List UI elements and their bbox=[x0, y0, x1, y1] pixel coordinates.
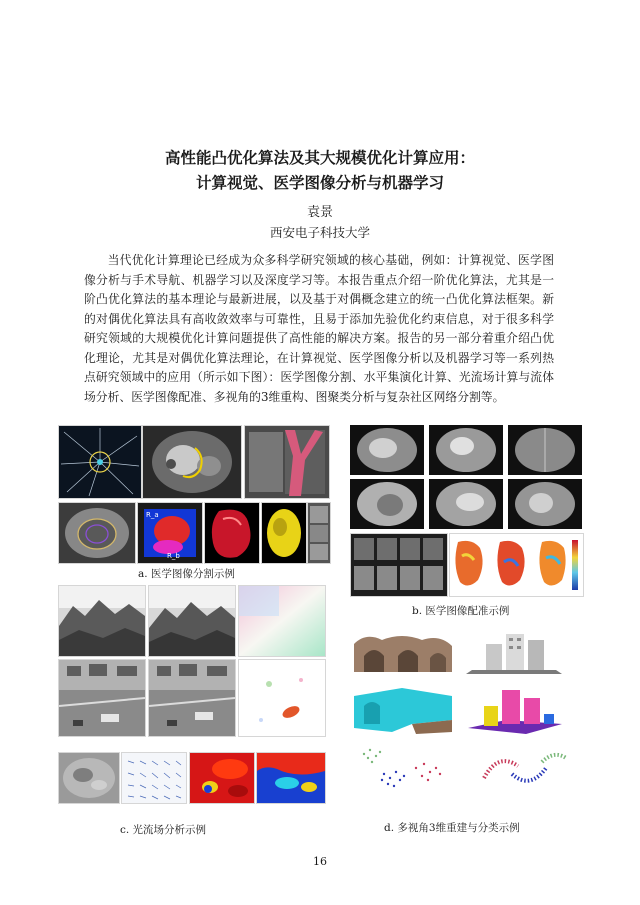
figure-c-image-surface bbox=[58, 752, 120, 804]
figure-c-image-heatmap-red bbox=[189, 752, 255, 804]
roi-label-rb: R_b bbox=[167, 552, 180, 560]
figure-d-image-clusters-unlabeled bbox=[354, 744, 458, 794]
figure-c-image-traffic-flow bbox=[238, 659, 326, 737]
figure-a-image-mri-slice bbox=[142, 425, 242, 499]
figure-c-image-flow-field-color bbox=[238, 585, 326, 657]
figure-d-image-buildings-segmented bbox=[466, 684, 564, 736]
figure-c-image-traffic-frame1 bbox=[58, 659, 146, 737]
figure-c-caption: c. 光流场分析示例 bbox=[120, 824, 207, 836]
figure-a-image-lung-contour bbox=[58, 502, 136, 564]
figure-a-image-region-partition bbox=[137, 502, 203, 564]
author-affiliation: 西安电子科技大学 bbox=[269, 225, 370, 240]
figure-d-image-arch-segmented bbox=[352, 684, 454, 736]
figure-c-image-heatmap-blue bbox=[256, 752, 326, 804]
figure-b-caption: b. 医学图像配准示例 bbox=[412, 605, 510, 617]
figure-d-image-arch-reconstruction bbox=[352, 630, 454, 674]
figure-a-caption: a. 医学图像分割示例 bbox=[138, 568, 235, 580]
figure-c-image-terrain-frame2 bbox=[148, 585, 236, 657]
figure-c-image-terrain-frame1 bbox=[58, 585, 146, 657]
paper-title-line1: 高性能凸优化算法及其大规模优化计算应用： bbox=[164, 149, 475, 167]
figure-b-image-grid-3x2 bbox=[350, 425, 582, 529]
figure-d-image-clusters-moons bbox=[478, 744, 570, 794]
figure-d-image-buildings bbox=[466, 630, 564, 674]
abstract-paragraph: 当代优化计算理论已经成为众多科学研究领域的核心基础，例如：计算视觉、医学图像分析与手术导航、机器学习以及深度学习等。本报告重点介绍一阶优化算法，尤其是一阶凸优化算法的基本理论与最新进展，以及基于对偶概念建立的统一凸优化算法框架。新的对偶优化算法具有高收敛效率与可靠性，且易于添加先验优化约束信息，对于很多科学研究领域的大规模优化计算问题提供了高性能的解决方案。报告的另一部分着重介绍凸优化理论，尤其是对偶优化算法理论，在计算视觉、医学图像分析以及机器学习等一系列热点研究领域中的应用（所示如下图）：医学图像分割、水平集演化计算、光流场计算与流体场分析、医学图像配准、多视角的3维重构、图聚类分析与复杂社区网络分割等。 bbox=[84, 253, 554, 404]
figure-a-image-organ-red bbox=[204, 502, 260, 564]
figure-a-image-3d-vessel bbox=[58, 425, 142, 499]
roi-label-ra: R_a bbox=[146, 511, 159, 519]
figure-a-image-organ-yellow bbox=[261, 502, 307, 564]
figure-a-image-vessel-volume bbox=[244, 425, 330, 499]
figure-c-image-vector-field bbox=[121, 752, 187, 804]
page-number: 16 bbox=[313, 855, 327, 868]
paper-title-line2: 计算视觉、医学图像分析与机器学习 bbox=[195, 174, 444, 192]
figure-b-image-registration-strips bbox=[350, 533, 448, 597]
author-name: 袁景 bbox=[306, 205, 333, 220]
figure-d-caption: d. 多视角3维重建与分类示例 bbox=[384, 822, 520, 834]
figure-c-image-traffic-frame2 bbox=[148, 659, 236, 737]
figure-b-image-deformation-heatmap bbox=[449, 533, 584, 597]
figure-a-image-slice-stack bbox=[307, 502, 331, 564]
